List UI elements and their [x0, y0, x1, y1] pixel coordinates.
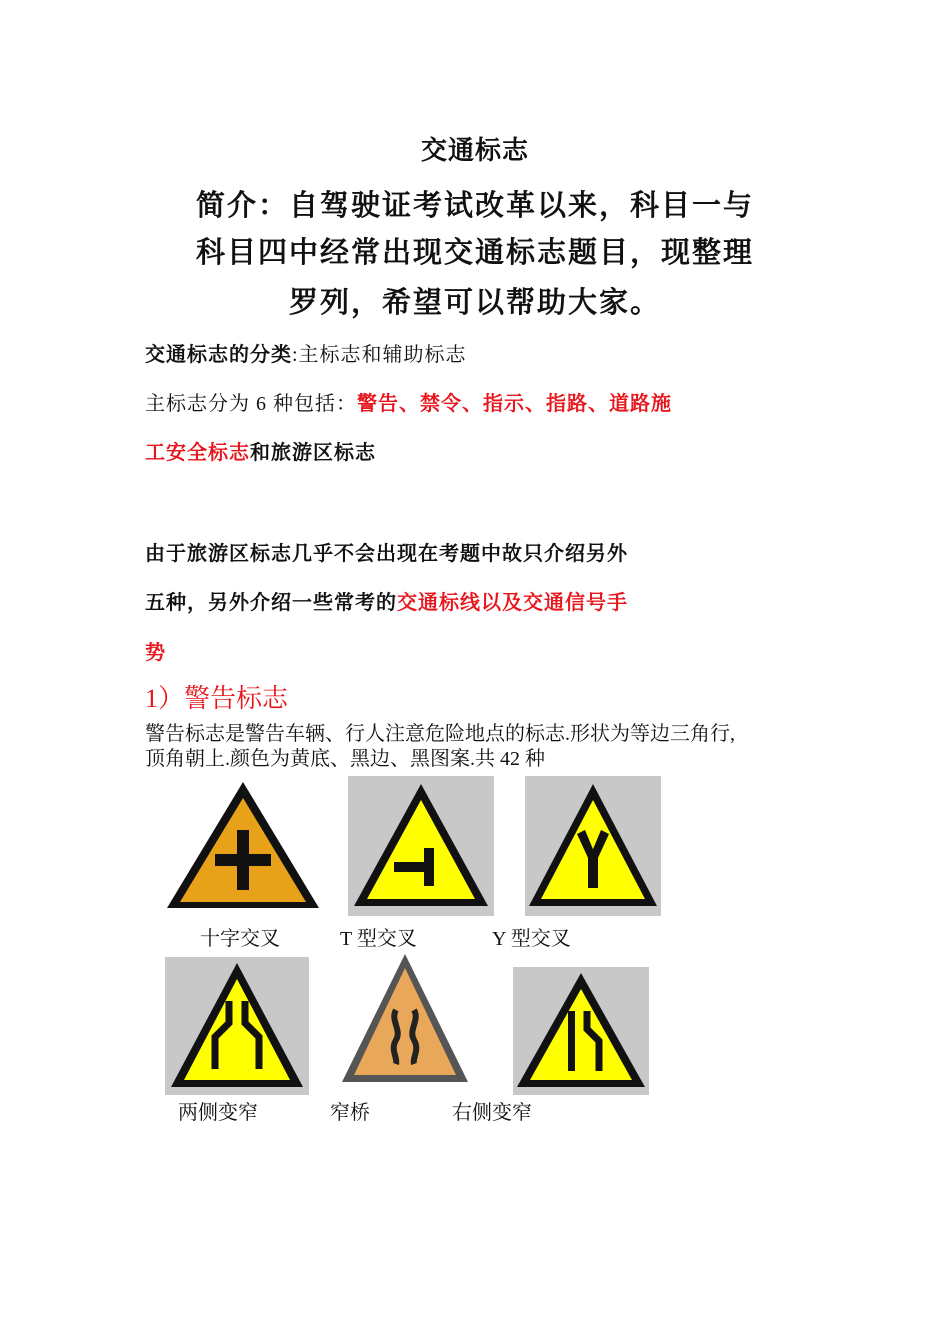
sign-caption: Y 型交叉: [492, 928, 571, 950]
section-desc-line-1: 警告标志是警告车辆、行人注意危险地点的标志.形状为等边三角行,: [145, 723, 735, 745]
narrow-bridge-sign-icon: [338, 950, 472, 1088]
sign-caption: T 型交叉: [340, 928, 417, 950]
main-signs-suffix: 和旅游区标志: [250, 440, 376, 464]
classification-label: 交通标志的分类: [145, 342, 292, 366]
section-heading: 1）警告标志: [145, 684, 289, 713]
sign-caption: 十字交叉: [200, 928, 280, 950]
main-signs-red-2: 工安全标志: [145, 440, 250, 464]
sign-caption: 窄桥: [330, 1102, 370, 1124]
note-line-1: 由于旅游区标志几乎不会出现在考题中故只介绍另外: [145, 541, 628, 565]
main-signs-line-1: [145, 387, 825, 416]
document-title: 交通标志: [420, 136, 529, 166]
y-junction-sign-icon: [525, 776, 661, 916]
intro-line-2: 科目四中经常出现交通标志题目，现整理: [195, 235, 754, 269]
sign-caption: 两侧变窄: [178, 1102, 258, 1124]
note-line-2-red: 交通标线以及交通信号手: [397, 590, 628, 614]
classification-value: :主标志和辅助标志: [292, 344, 467, 366]
main-signs-prefix: 主标志分为 6 种包括：: [145, 393, 357, 415]
section-desc-line-2: 顶角朝上.颜色为黄底、黑边、黑图案.共 42 种: [145, 748, 545, 770]
crossroad-sign-icon: [163, 778, 323, 912]
sign-caption: 右侧变窄: [452, 1102, 532, 1124]
intro-line-1: 简介：自驾驶证考试改革以来，科目一与: [195, 188, 754, 222]
note-line-2: [145, 586, 628, 615]
narrow-both-sides-sign-icon: [165, 957, 309, 1095]
main-signs-red-1: 警告、禁令、指示、指路、道路施: [357, 391, 672, 415]
note-line-2-black: 五种，另外介绍一些常考的: [145, 590, 397, 614]
narrow-right-side-sign-icon: [513, 967, 649, 1095]
intro-line-3: 罗列，希望可以帮助大家。: [288, 285, 661, 319]
note-line-3: 势: [145, 640, 166, 664]
t-junction-sign-icon: [348, 776, 494, 916]
classification-line: [145, 338, 467, 367]
main-signs-line-2: [145, 436, 376, 465]
